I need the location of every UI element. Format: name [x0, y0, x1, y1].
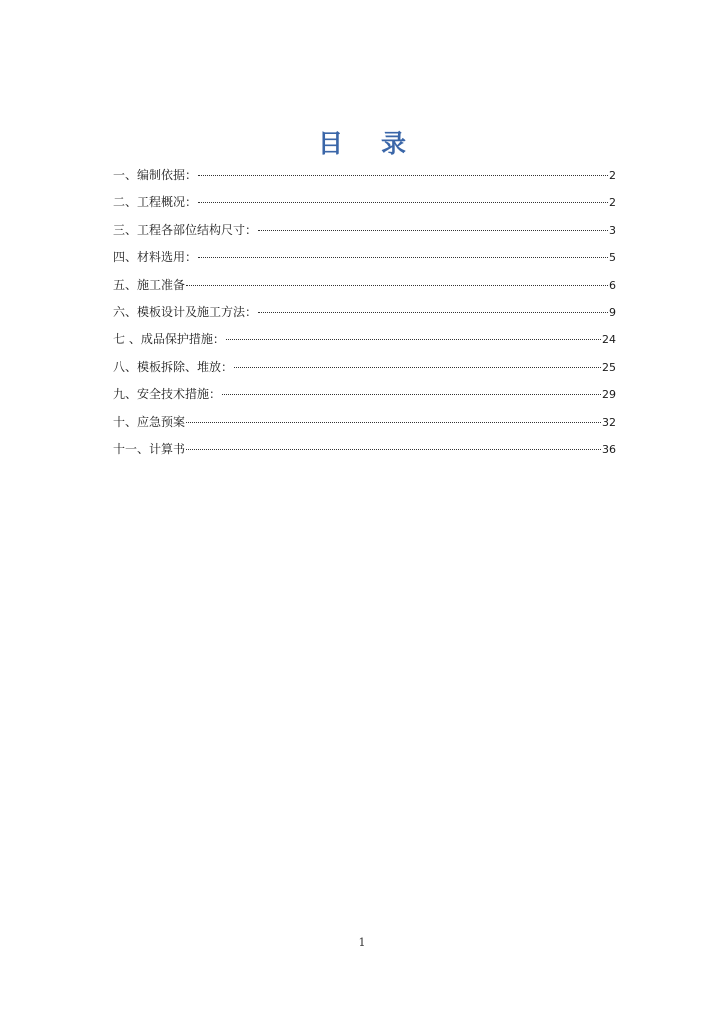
page-number: 1 [358, 936, 366, 949]
toc-list [113, 164, 616, 465]
toc-entry[interactable] [113, 301, 616, 328]
toc-entry[interactable] [113, 438, 616, 465]
toc-dot-leader [186, 422, 601, 423]
toc-dot-leader [186, 285, 608, 286]
toc-dot-leader [198, 202, 608, 203]
toc-entry-page: 32 [602, 415, 616, 429]
toc-dot-leader [258, 230, 608, 231]
toc-entry-page: 6 [609, 278, 616, 292]
toc-entry-label: 四、材料选用： [113, 250, 198, 265]
toc-dot-leader [198, 257, 608, 258]
toc-entry-label: 三、工程各部位结构尺寸： [113, 222, 258, 237]
toc-entry-label: 十、应急预案 [113, 414, 186, 429]
toc-entry-label: 一、编制依据： [113, 168, 198, 182]
toc-entry[interactable] [113, 274, 616, 301]
toc-entry-page: 5 [609, 251, 616, 265]
toc-dot-leader [198, 175, 608, 176]
toc-entry-page: 3 [609, 223, 616, 237]
toc-entry-label: 七 、成品保护措施： [113, 332, 225, 347]
toc-entry-label: 九、安全技术措施： [113, 387, 222, 402]
toc-title: 目录 [317, 129, 444, 158]
toc-entry[interactable] [113, 246, 616, 273]
toc-entry[interactable] [113, 411, 616, 438]
toc-entry-page: 36 [602, 442, 616, 456]
toc-entry-page: 2 [609, 196, 616, 210]
toc-entry-page: 2 [609, 169, 616, 182]
toc-entry-label: 六、模板设计及施工方法： [113, 304, 258, 319]
toc-entry-label: 二、工程概况： [113, 195, 198, 210]
toc-entry-page: 24 [602, 333, 616, 347]
toc-dot-leader [258, 312, 608, 313]
toc-entry-label: 八、模板拆除、堆放： [113, 359, 234, 374]
toc-dot-leader [226, 339, 601, 340]
toc-entry[interactable] [113, 219, 616, 246]
toc-entry-page: 9 [609, 305, 616, 319]
toc-entry[interactable] [113, 383, 616, 410]
toc-entry-label: 五、施工准备 [113, 277, 186, 292]
toc-entry-page: 29 [602, 388, 616, 402]
toc-entry[interactable] [113, 328, 616, 355]
toc-dot-leader [222, 394, 601, 395]
toc-entry[interactable] [113, 191, 616, 218]
toc-entry-page: 25 [602, 360, 616, 374]
toc-dot-leader [234, 367, 601, 368]
toc-entry[interactable] [113, 164, 616, 191]
toc-entry-label: 十一、计算书 [113, 441, 186, 456]
toc-dot-leader [186, 449, 601, 450]
toc-entry[interactable] [113, 356, 616, 383]
